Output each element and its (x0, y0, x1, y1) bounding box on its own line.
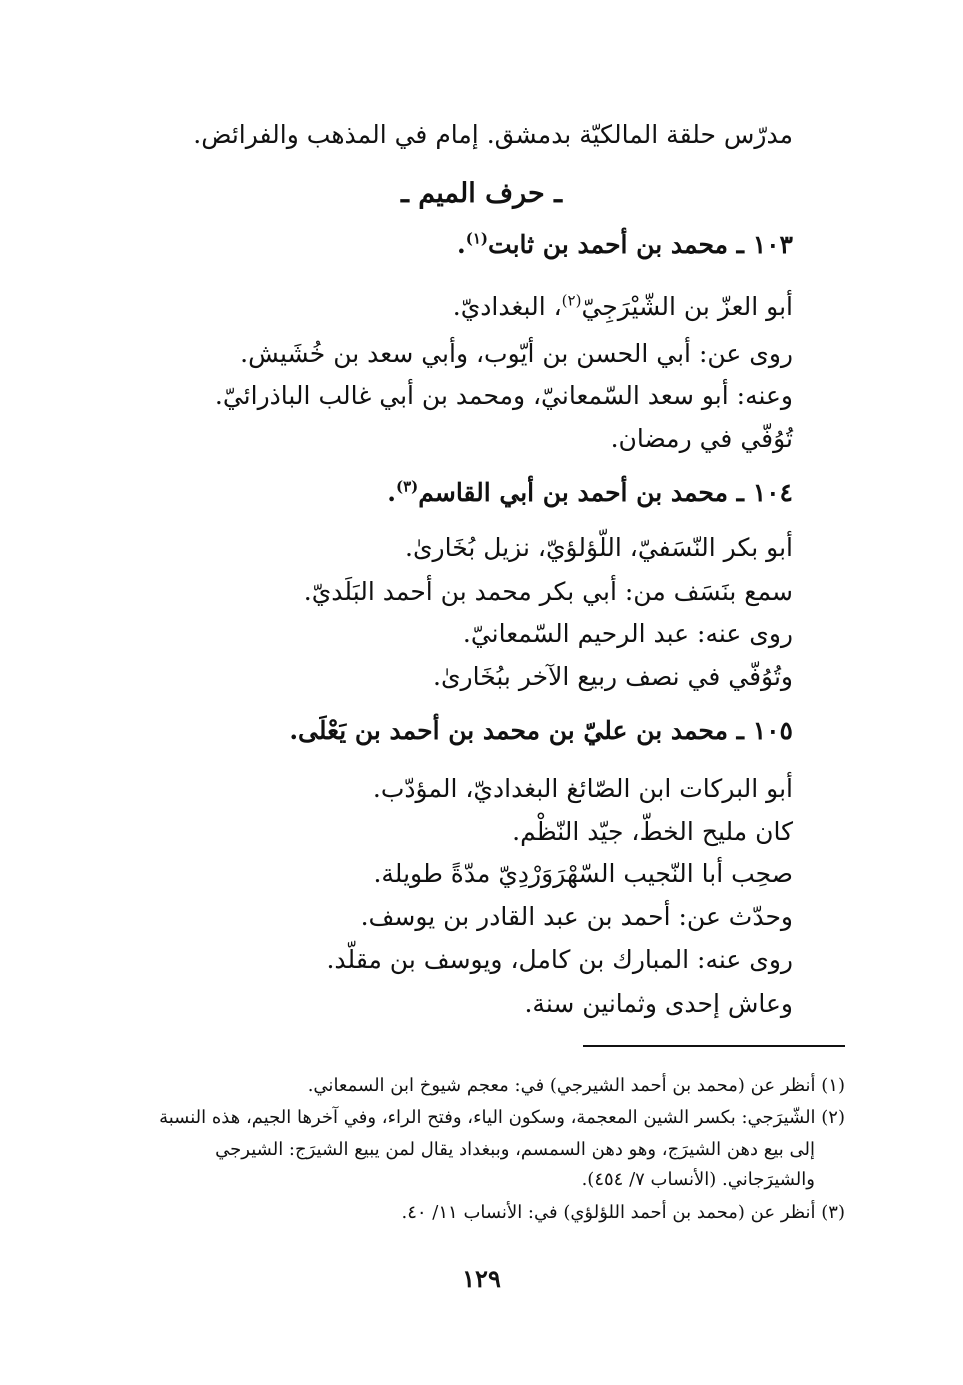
entry-line-text: أبو العزّ بن الشّيْرَجِيّ (581, 292, 793, 321)
entry-line: صحِب أبا النّجيب السّهْرَوَرْدِيّ مدّةً طويلة. (373, 859, 793, 888)
entry-line: وعنه: أبو سعد السّمعانيّ، ومحمد بن أبي غالب الباذرائيّ. (214, 381, 793, 410)
entry-line: وحدّث عن: أحمد بن عبد القادر بن يوسف. (360, 902, 793, 931)
entry-line: تُوُفّي في رمضان. (610, 424, 793, 453)
footnote-2-continuation: والشيرَجاني. (الأنساب ٧/ ٤٥٤). (581, 1169, 815, 1190)
entry-title-text: ١٠٣ ـ محمد بن أحمد بن ثابت (488, 230, 793, 259)
entry-line: وتُوُفّي في نصف ربيع الآخر ببُخَارىٰ. (433, 662, 793, 691)
entry-title (457, 228, 793, 262)
page-number: ١٢٩ (462, 1264, 501, 1293)
intro-line: مدرّس حلقة المالكيّة بدمشق. إمام في المذهب والفرائض. (193, 120, 793, 149)
footnote-2-continuation: إلى بيع دهن الشيرَج، وهو دهن السمسم، وببغداد يقال لمن يبيع الشيرَج: الشيرجي (215, 1139, 815, 1160)
entry-title-end: . (387, 478, 396, 507)
entry-title: ١٠٥ ـ محمد بن عليّ بن محمد بن أحمد بن يَعْلَى. (289, 716, 793, 745)
entry-line: أبو بكر النّسَفيّ، اللّؤلؤيّ، نزيل بُخَارىٰ. (405, 533, 793, 562)
entry-line (453, 290, 793, 324)
entry-title-text: ١٠٤ ـ محمد بن أحمد بن أبي القاسم (418, 478, 793, 507)
entry-line: كان مليح الخطّ، جيّد النّظْم. (512, 817, 793, 846)
footnote-1: (١) أنظر عن (محمد بن أحمد الشيرجي) في: معجم شيوخ ابن السمعاني. (307, 1075, 845, 1096)
footnote-ref[interactable]: (١) (465, 229, 489, 248)
entry-title-end: . (457, 230, 466, 259)
entry-line: روى عنه: عبد الرحيم السّمعانيّ. (462, 619, 793, 648)
footnote-3: (٣) أنظر عن (محمد بن أحمد اللؤلؤي) في: الأنساب ١١/ ٤٠. (401, 1202, 845, 1223)
footnote-separator (583, 1045, 845, 1047)
footnote-ref[interactable]: (٢) (561, 291, 582, 310)
entry-line: وعاش إحدى وثمانين سنة. (524, 989, 793, 1018)
entry-line: سمع بنَسَف من: أبي بكر محمد بن أحمد البَلَديّ. (303, 577, 793, 606)
entry-line: روى عنه: المبارك بن كامل، ويوسف بن مقلّد. (326, 945, 793, 974)
entry-line: أبو البركات ابن الصّائغ البغداديّ، المؤدّب. (372, 774, 793, 803)
footnote-ref[interactable]: (٣) (395, 477, 419, 496)
footnote-2: (٢) الشّيرَجي: بكسر الشين المعجمة، وسكون الياء، وفتح الراء، وفي آخرها الجيم، هذه النسبة (159, 1107, 845, 1128)
entry-title (387, 476, 793, 510)
entry-line-text: ، البغداديّ. (452, 292, 562, 321)
entry-line: روى عن: أبي الحسن بن أيّوب، وأبي سعد بن خُشَيش. (240, 339, 793, 368)
section-heading: ـ حرف الميم ـ (400, 178, 563, 209)
